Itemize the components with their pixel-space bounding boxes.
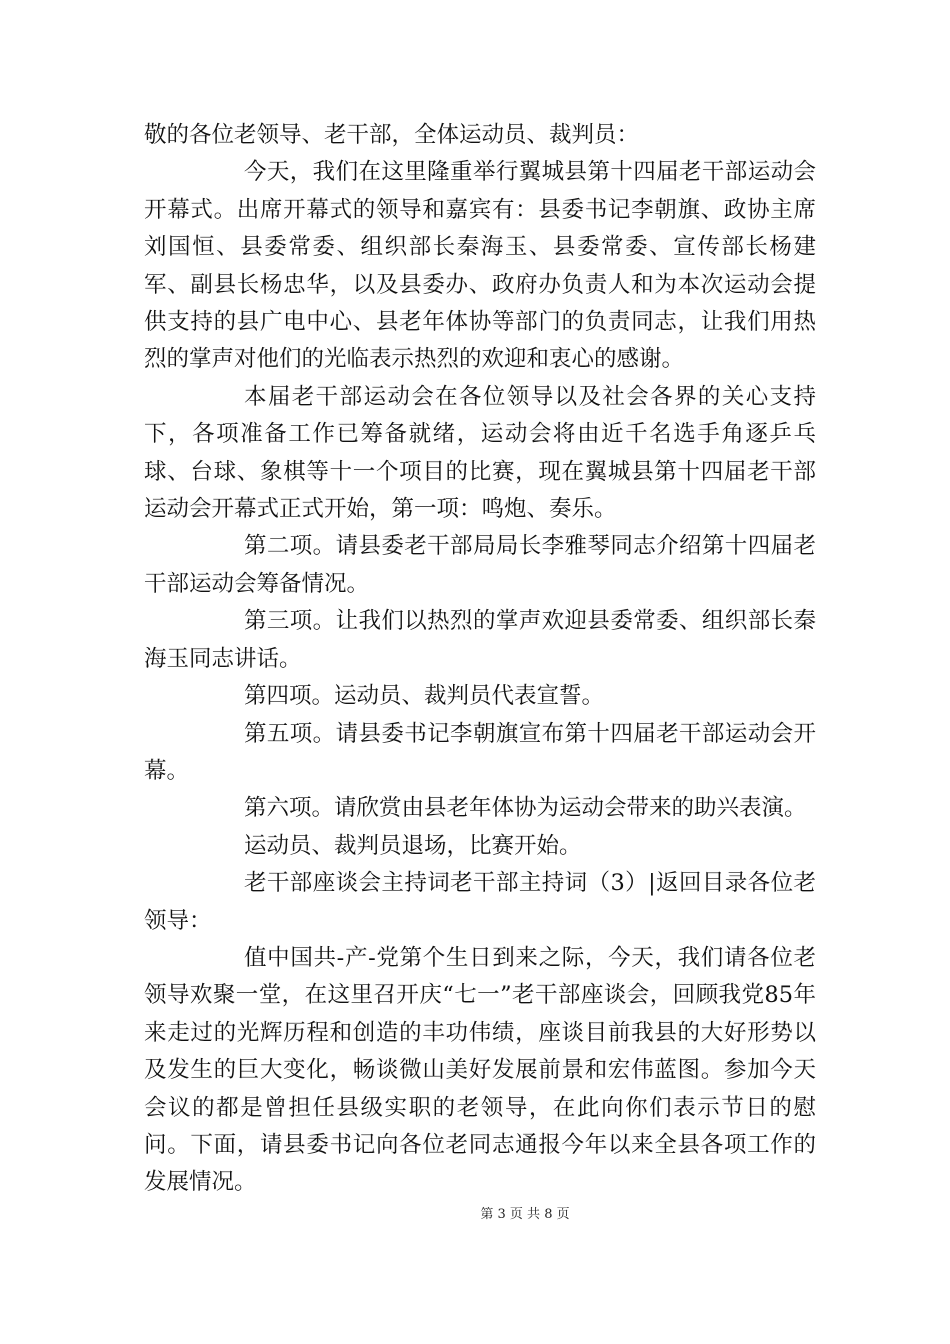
paragraph-8: 第六项。请欣赏由县老年体协为运动会带来的助兴表演。	[244, 795, 807, 822]
page-number: 第 3 页 共 8 页	[480, 1207, 570, 1222]
paragraph-5: 第三项。让我们以热烈的掌声欢迎县委常委、组织部长秦海玉同志讲话。	[144, 608, 816, 672]
paragraph-3: 本届老干部运动会在各位领导以及社会各界的关心支持下，各项准备工作已筹备就绪，运动会将由近千名选手角逐乒乓球、台球、象棋等十一个项目的比赛，现在翼城县第十四届老干部运动会开幕式正式开始，第一项：鸣炮、奏乐。	[144, 383, 816, 523]
paragraph-4: 第二项。请县委老干部局局长李雅琴同志介绍第十四届老干部运动会筹备情况。	[144, 533, 816, 597]
paragraph-10: 老干部座谈会主持词老干部主持词（3）|返回目录各位老领导：	[144, 870, 816, 934]
paragraph-11: 值中国共-产-党第个生日到来之际，今天，我们请各位老领导欢聚一堂，在这里召开庆“七一”老干部座谈会，回顾我党85年来走过的光辉历程和创造的丰功伟绩，座谈目前我县的大好形势以及发生的巨大变化，畅谈微山美好发展前景和宏伟蓝图。参加今天会议的都是曾担任县级实职的老领导，在此向你们表示节日的慰问。下面，请县委书记向各位老同志通报今年以来全县各项工作的发展情况。	[144, 944, 816, 1196]
document-body	[144, 117, 816, 1202]
paragraph-2: 今天，我们在这里隆重举行翼城县第十四届老干部运动会开幕式。出席开幕式的领导和嘉宾有：县委书记李朝旗、政协主席刘国恒、县委常委、组织部长秦海玉、县委常委、宣传部长杨建军、副县长杨忠华，以及县委办、政府办负责人和为本次运动会提供支持的县广电中心、县老年体协等部门的负责同志，让我们用热烈的掌声对他们的光临表示热烈的欢迎和衷心的感谢。	[144, 159, 816, 373]
paragraph-6: 第四项。运动员、裁判员代表宣誓。	[244, 683, 605, 710]
page-footer	[0, 1203, 950, 1222]
paragraph-9: 运动员、裁判员退场，比赛开始。	[244, 832, 582, 859]
paragraph-7: 第五项。请县委书记李朝旗宣布第十四届老干部运动会开幕。	[144, 720, 816, 784]
paragraph-1: 敬的各位老领导、老干部，全体运动员、裁判员：	[144, 122, 640, 148]
